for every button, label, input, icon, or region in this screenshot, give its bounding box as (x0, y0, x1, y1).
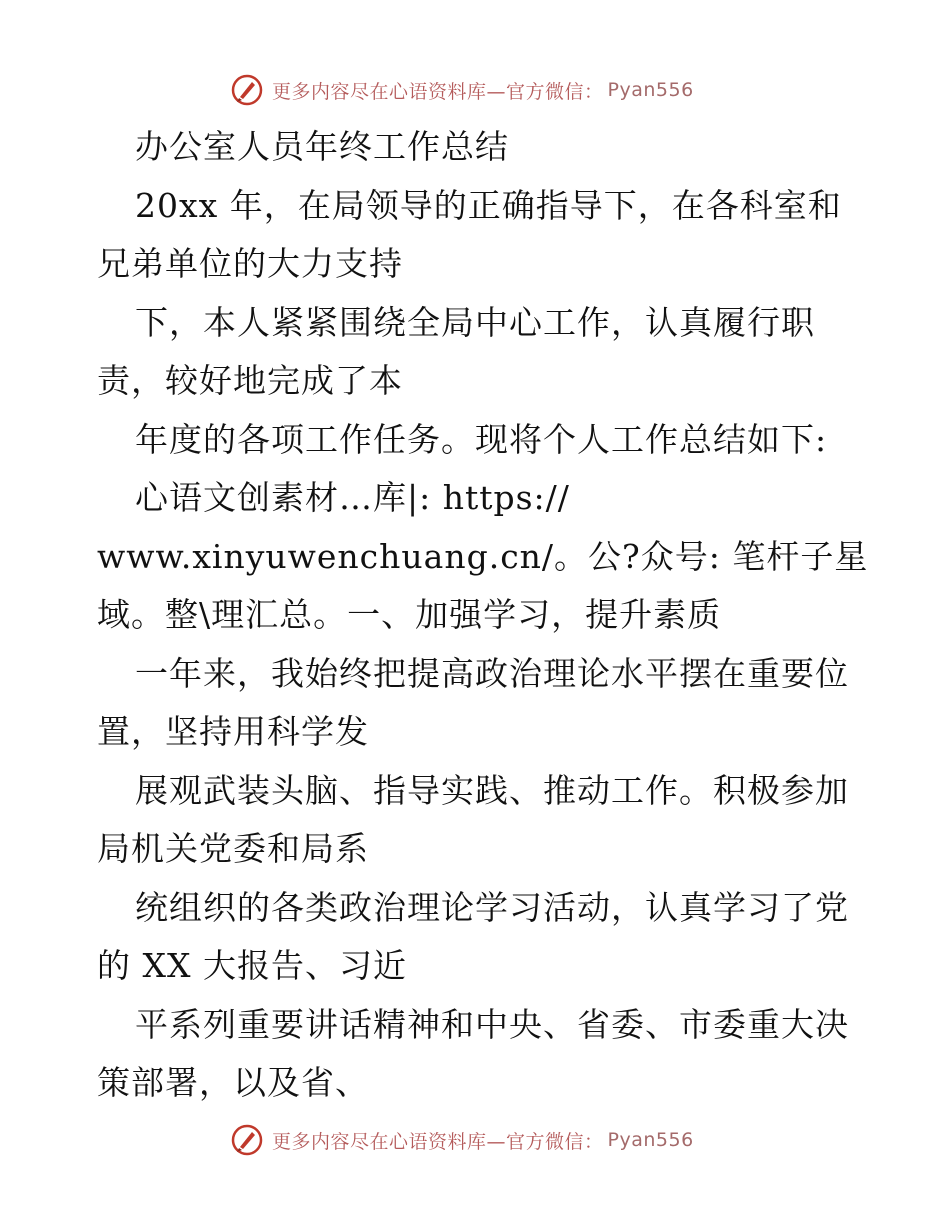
paragraph-line: www.xinyuwenchuang.cn/。公?众号: 笔杆子星 (97, 536, 869, 576)
paragraph-line: 心语文创素材…库|: https:// (135, 478, 570, 517)
paragraph-line: 策部署，以及省、 (97, 1063, 369, 1102)
banner-text: 更多内容尽在心语资料库—官方微信： (272, 1130, 604, 1153)
paragraph-line: 责，较好地完成了本 (97, 361, 403, 400)
paragraph-line: 下，本人紧紧围绕全局中心工作，认真履行职 (135, 302, 815, 342)
paragraph-line: 兄弟单位的大力支持 (97, 244, 403, 283)
paragraph-line: 年度的各项工作任务。现将个人工作总结如下: (135, 419, 828, 459)
document-title: 办公室人员年终工作总结 (135, 127, 509, 166)
paragraph-line: 20xx 年，在局领导的正确指导下，在各科室和 (135, 185, 842, 225)
paragraph-line: 置，坚持用科学发 (97, 712, 369, 751)
banner-text: 更多内容尽在心语资料库—官方微信： (272, 80, 604, 103)
paragraph-line: 一年来，我始终把提高政治理论水平摆在重要位 (135, 653, 849, 693)
banner-wechat-id: Pyan556 (607, 1129, 694, 1151)
paragraph-line: 统组织的各类政治理论学习活动，认真学习了党 (135, 887, 849, 927)
footer-watermark-banner (230, 1120, 694, 1160)
document-body (97, 118, 869, 1113)
paragraph-line: 局机关党委和局系 (97, 829, 369, 868)
brush-pen-logo-icon (230, 1123, 264, 1157)
paragraph-line: 域。整\理汇总。一、加强学习，提升素质 (97, 595, 722, 634)
banner-wechat-id: Pyan556 (607, 79, 694, 101)
brush-pen-logo-icon (230, 73, 264, 107)
paragraph-line: 的 XX 大报告、习近 (97, 946, 407, 985)
paragraph-line: 平系列重要讲话精神和中央、省委、市委重大决 (135, 1004, 849, 1044)
header-watermark-banner (230, 70, 694, 110)
paragraph-line: 展观武装头脑、指导实践、推动工作。积极参加 (135, 770, 849, 810)
